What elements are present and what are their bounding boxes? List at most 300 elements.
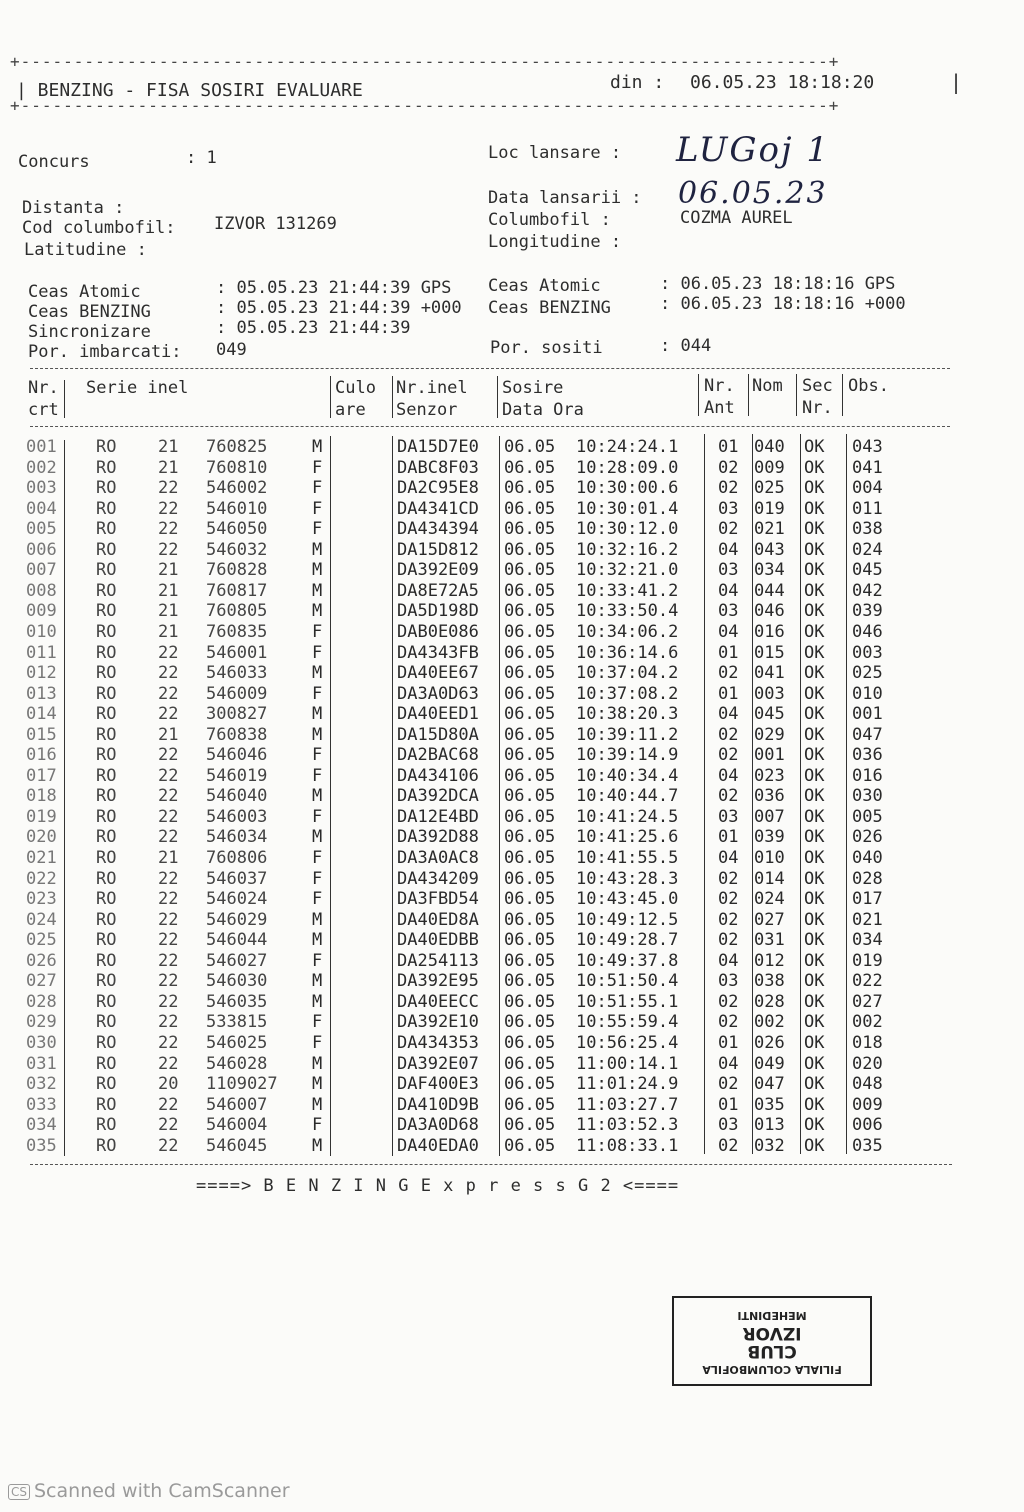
col-culoare-2: are — [335, 400, 366, 420]
row-sex: F — [312, 950, 323, 971]
row-year: 22 — [158, 868, 179, 889]
row-sec: OK — [804, 478, 825, 499]
row-country: RO — [96, 889, 117, 910]
row-ant: 01 — [718, 1094, 739, 1115]
row-year: 22 — [158, 478, 179, 499]
row-ring: 760825 — [206, 437, 268, 457]
row-year: 21 — [158, 437, 179, 457]
row-nom: 031 — [754, 930, 785, 951]
header-date-value: 06.05.23 18:18:20 — [690, 72, 875, 93]
row-country: RO — [96, 1135, 117, 1156]
table-top-border — [30, 368, 950, 369]
row-ring: 546027 — [206, 950, 268, 971]
scanner-text: Scanned with CamScanner — [34, 1480, 290, 1502]
row-sex: M — [312, 991, 323, 1012]
row-year: 22 — [158, 519, 179, 540]
row-time: 10:51:55.1 — [576, 991, 679, 1012]
row-date: 06.05 — [504, 1074, 556, 1095]
row-sensor: DA2C95E8 — [397, 478, 479, 499]
row-ring: 546034 — [206, 827, 268, 848]
row-date: 06.05 — [504, 745, 556, 766]
col-sec-1: Sec — [802, 376, 833, 396]
row-country: RO — [96, 1012, 117, 1033]
col-obs: Obs. — [848, 376, 889, 396]
row-ant: 02 — [718, 909, 739, 930]
row-nom: 026 — [754, 1032, 785, 1053]
row-country: RO — [96, 437, 117, 457]
row-sec: OK — [804, 1012, 825, 1033]
row-time: 11:03:52.3 — [576, 1115, 679, 1136]
row-sec: OK — [804, 437, 825, 457]
row-sensor: DA8E72A5 — [397, 580, 479, 601]
row-sec: OK — [804, 765, 825, 786]
table-row — [0, 499, 1024, 520]
row-ant: 02 — [718, 663, 739, 684]
row-ring: 546035 — [206, 991, 268, 1012]
cod-columbofil-label: Cod columbofil: — [22, 218, 176, 238]
row-obs: 002 — [852, 1012, 883, 1033]
row-sex: M — [312, 704, 323, 725]
vline-sec-head — [796, 374, 797, 416]
row-country: RO — [96, 498, 117, 519]
row-sec: OK — [804, 539, 825, 560]
row-time: 10:34:06.2 — [576, 621, 679, 642]
table-row — [0, 786, 1024, 807]
ceas-benzing-right-value: : 06.05.23 18:18:16 +000 — [660, 294, 906, 314]
row-time: 10:41:25.6 — [576, 827, 679, 848]
row-ant: 01 — [718, 642, 739, 663]
row-sensor: DAF400E3 — [397, 1074, 479, 1095]
table-row — [0, 992, 1024, 1013]
row-nr: 023 — [26, 889, 57, 910]
table-row — [0, 684, 1024, 705]
row-country: RO — [96, 868, 117, 889]
club-stamp — [672, 1296, 872, 1386]
table-row — [0, 519, 1024, 540]
row-ant: 04 — [718, 1053, 739, 1074]
row-country: RO — [96, 1115, 117, 1136]
row-nr: 020 — [26, 827, 57, 848]
row-nr: 005 — [26, 519, 57, 540]
row-nr: 024 — [26, 909, 57, 930]
row-nom: 012 — [754, 950, 785, 971]
row-ant: 04 — [718, 621, 739, 642]
row-nom: 041 — [754, 663, 785, 684]
row-obs: 010 — [852, 683, 883, 704]
row-ring: 546007 — [206, 1094, 268, 1115]
row-year: 22 — [158, 765, 179, 786]
vline-ant-head — [698, 374, 699, 416]
row-country: RO — [96, 971, 117, 992]
row-time: 10:30:00.6 — [576, 478, 679, 499]
row-date: 06.05 — [504, 1032, 556, 1053]
row-ring: 546033 — [206, 663, 268, 684]
row-nom: 003 — [754, 683, 785, 704]
table-row — [0, 704, 1024, 725]
row-nr: 006 — [26, 539, 57, 560]
row-date: 06.05 — [504, 580, 556, 601]
row-date: 06.05 — [504, 950, 556, 971]
row-sex: F — [312, 1115, 323, 1136]
row-sec: OK — [804, 868, 825, 889]
row-date: 06.05 — [504, 991, 556, 1012]
columbofil-value: COZMA AUREL — [680, 208, 793, 228]
row-sensor: DA40EE67 — [397, 663, 479, 684]
row-obs: 017 — [852, 889, 883, 910]
row-nom: 024 — [754, 889, 785, 910]
row-time: 11:01:24.9 — [576, 1074, 679, 1095]
row-year: 22 — [158, 971, 179, 992]
row-year: 22 — [158, 1115, 179, 1136]
row-nr: 011 — [26, 642, 57, 663]
row-country: RO — [96, 1053, 117, 1074]
row-time: 10:49:12.5 — [576, 909, 679, 930]
row-time: 11:03:27.7 — [576, 1094, 679, 1115]
row-obs: 046 — [852, 621, 883, 642]
row-year: 22 — [158, 991, 179, 1012]
row-sensor: DA392DCA — [397, 786, 479, 807]
row-nom: 015 — [754, 642, 785, 663]
row-sec: OK — [804, 580, 825, 601]
table-row — [0, 437, 1024, 458]
row-nom: 001 — [754, 745, 785, 766]
row-time: 10:36:14.6 — [576, 642, 679, 663]
row-ring: 760838 — [206, 724, 268, 745]
table-row — [0, 663, 1024, 684]
row-sensor: DA392E10 — [397, 1012, 479, 1033]
row-sec: OK — [804, 621, 825, 642]
row-time: 10:38:20.3 — [576, 704, 679, 725]
row-ring: 546050 — [206, 519, 268, 540]
col-culoare-1: Culo — [335, 378, 376, 398]
row-sec: OK — [804, 806, 825, 827]
row-sex: F — [312, 745, 323, 766]
latitudine-label: Latitudine : — [24, 240, 147, 260]
row-time: 10:56:25.4 — [576, 1032, 679, 1053]
row-sec: OK — [804, 519, 825, 540]
row-sex: F — [312, 478, 323, 499]
row-country: RO — [96, 704, 117, 725]
row-nom: 046 — [754, 601, 785, 622]
row-sex: M — [312, 663, 323, 684]
row-sec: OK — [804, 786, 825, 807]
row-time: 10:49:28.7 — [576, 930, 679, 951]
row-country: RO — [96, 663, 117, 684]
row-sex: F — [312, 889, 323, 910]
row-year: 22 — [158, 1012, 179, 1033]
row-sex: M — [312, 909, 323, 930]
row-sec: OK — [804, 457, 825, 478]
row-sex: F — [312, 806, 323, 827]
ceas-benzing-left-label: Ceas BENZING — [28, 302, 151, 322]
row-year: 22 — [158, 1032, 179, 1053]
row-ant: 02 — [718, 478, 739, 499]
row-sec: OK — [804, 642, 825, 663]
table-row — [0, 1136, 1024, 1157]
table-row — [0, 827, 1024, 848]
row-ant: 04 — [718, 848, 739, 868]
row-country: RO — [96, 519, 117, 540]
scanner-watermark — [8, 1480, 290, 1502]
row-country: RO — [96, 621, 117, 642]
table-row — [0, 848, 1024, 869]
row-date: 06.05 — [504, 806, 556, 827]
row-nr: 008 — [26, 580, 57, 601]
row-nr: 025 — [26, 930, 57, 951]
vline-nom-head — [748, 374, 749, 416]
row-ring: 300827 — [206, 704, 268, 725]
row-year: 22 — [158, 1094, 179, 1115]
row-sensor: DA4343FB — [397, 642, 479, 663]
row-nr: 010 — [26, 621, 57, 642]
row-country: RO — [96, 1094, 117, 1115]
row-obs: 045 — [852, 560, 883, 581]
row-date: 06.05 — [504, 498, 556, 519]
row-date: 06.05 — [504, 930, 556, 951]
row-sex: M — [312, 1053, 323, 1074]
row-sex: M — [312, 971, 323, 992]
row-ring: 546009 — [206, 683, 268, 704]
row-nom: 032 — [754, 1135, 785, 1156]
row-time: 10:41:24.5 — [576, 806, 679, 827]
row-time: 10:30:01.4 — [576, 498, 679, 519]
row-time: 10:51:50.4 — [576, 971, 679, 992]
row-obs: 004 — [852, 478, 883, 499]
row-nom: 040 — [754, 437, 785, 457]
row-ant: 04 — [718, 539, 739, 560]
row-sensor: DA254113 — [397, 950, 479, 971]
col-nr-label-2: crt — [28, 400, 59, 420]
table-row — [0, 581, 1024, 602]
row-sec: OK — [804, 745, 825, 766]
row-obs: 006 — [852, 1115, 883, 1136]
row-nom: 019 — [754, 498, 785, 519]
row-ant: 01 — [718, 1032, 739, 1053]
row-date: 06.05 — [504, 971, 556, 992]
row-date: 06.05 — [504, 1094, 556, 1115]
row-country: RO — [96, 1074, 117, 1095]
row-ring: 546024 — [206, 889, 268, 910]
row-sec: OK — [804, 601, 825, 622]
row-ring: 546029 — [206, 909, 268, 930]
row-sec: OK — [804, 889, 825, 910]
row-ant: 03 — [718, 601, 739, 622]
row-obs: 024 — [852, 539, 883, 560]
row-obs: 016 — [852, 765, 883, 786]
row-sex: M — [312, 580, 323, 601]
table-bottom-border — [30, 1164, 952, 1165]
row-obs: 025 — [852, 663, 883, 684]
row-country: RO — [96, 745, 117, 766]
row-ring: 546032 — [206, 539, 268, 560]
row-country: RO — [96, 478, 117, 499]
row-country: RO — [96, 539, 117, 560]
row-sec: OK — [804, 1094, 825, 1115]
row-nom: 036 — [754, 786, 785, 807]
table-row — [0, 910, 1024, 931]
row-country: RO — [96, 950, 117, 971]
row-year: 21 — [158, 848, 179, 868]
row-sensor: DA392E95 — [397, 971, 479, 992]
row-ring: 760810 — [206, 457, 268, 478]
row-date: 06.05 — [504, 1053, 556, 1074]
row-sensor: DA434106 — [397, 765, 479, 786]
row-nom: 045 — [754, 704, 785, 725]
row-date: 06.05 — [504, 621, 556, 642]
row-nom: 016 — [754, 621, 785, 642]
row-ring: 546028 — [206, 1053, 268, 1074]
row-sex: M — [312, 560, 323, 581]
row-year: 22 — [158, 827, 179, 848]
row-nom: 043 — [754, 539, 785, 560]
row-ring: 760817 — [206, 580, 268, 601]
row-year: 21 — [158, 560, 179, 581]
row-ring: 546003 — [206, 806, 268, 827]
table-row — [0, 1033, 1024, 1054]
table-row — [0, 930, 1024, 951]
row-nr: 028 — [26, 991, 57, 1012]
row-year: 21 — [158, 601, 179, 622]
row-sensor: DA40EED1 — [397, 704, 479, 725]
row-time: 10:32:21.0 — [576, 560, 679, 581]
row-date: 06.05 — [504, 560, 556, 581]
row-year: 22 — [158, 683, 179, 704]
row-obs: 042 — [852, 580, 883, 601]
row-sex: F — [312, 765, 323, 786]
row-ant: 01 — [718, 437, 739, 457]
header-top-border: +----------------------------------------------------------------------------+ — [10, 52, 840, 71]
col-nr-ant-2: Ant — [704, 398, 735, 418]
row-obs: 041 — [852, 457, 883, 478]
row-obs: 011 — [852, 498, 883, 519]
row-nr: 007 — [26, 560, 57, 581]
por-sositi-value: : 044 — [660, 336, 712, 356]
row-obs: 028 — [852, 868, 883, 889]
row-nr: 032 — [26, 1074, 57, 1095]
row-country: RO — [96, 580, 117, 601]
table-row — [0, 889, 1024, 910]
row-sec: OK — [804, 971, 825, 992]
row-time: 10:28:09.0 — [576, 457, 679, 478]
row-country: RO — [96, 930, 117, 951]
row-ant: 04 — [718, 765, 739, 786]
row-obs: 026 — [852, 827, 883, 848]
row-time: 10:33:50.4 — [576, 601, 679, 622]
row-time: 10:37:08.2 — [576, 683, 679, 704]
row-sex: M — [312, 786, 323, 807]
row-nr: 022 — [26, 868, 57, 889]
row-nom: 028 — [754, 991, 785, 1012]
row-nr: 026 — [26, 950, 57, 971]
por-imbarcati-value: 049 — [216, 340, 247, 360]
row-obs: 034 — [852, 930, 883, 951]
row-sex: F — [312, 1012, 323, 1033]
row-country: RO — [96, 827, 117, 848]
row-ant: 01 — [718, 683, 739, 704]
row-nr: 030 — [26, 1032, 57, 1053]
row-nr: 014 — [26, 704, 57, 725]
row-year: 22 — [158, 950, 179, 971]
row-sec: OK — [804, 848, 825, 868]
row-time: 10:24:24.1 — [576, 437, 679, 457]
row-nr: 018 — [26, 786, 57, 807]
row-sensor: DA392D88 — [397, 827, 479, 848]
ceas-benzing-right-label: Ceas BENZING — [488, 298, 611, 318]
columbofil-label: Columbofil : — [488, 210, 611, 230]
por-sositi-label: Por. sositi — [490, 338, 603, 358]
row-country: RO — [96, 909, 117, 930]
row-date: 06.05 — [504, 601, 556, 622]
row-sensor: DA5D198D — [397, 601, 479, 622]
row-ring: 760806 — [206, 848, 268, 868]
row-sex: F — [312, 457, 323, 478]
row-date: 06.05 — [504, 663, 556, 684]
row-year: 22 — [158, 663, 179, 684]
row-nom: 007 — [754, 806, 785, 827]
row-year: 22 — [158, 1135, 179, 1156]
row-nr: 015 — [26, 724, 57, 745]
row-ring: 546001 — [206, 642, 268, 663]
row-nr: 012 — [26, 663, 57, 684]
row-date: 06.05 — [504, 539, 556, 560]
cod-columbofil-value: IZVOR 131269 — [214, 214, 337, 234]
row-ring: 546044 — [206, 930, 268, 951]
row-sex: M — [312, 437, 323, 457]
row-obs: 003 — [852, 642, 883, 663]
row-nom: 023 — [754, 765, 785, 786]
table-row — [0, 807, 1024, 828]
ceas-atomic-left-label: Ceas Atomic — [28, 282, 141, 302]
row-sex: M — [312, 539, 323, 560]
row-nr: 002 — [26, 457, 57, 478]
col-nr-label-1: Nr. — [28, 378, 59, 398]
row-time: 10:33:41.2 — [576, 580, 679, 601]
row-time: 10:40:34.4 — [576, 765, 679, 786]
row-year: 22 — [158, 889, 179, 910]
stamp-line-2: CLUB — [747, 1341, 797, 1361]
ceas-atomic-right-label: Ceas Atomic — [488, 276, 601, 296]
row-country: RO — [96, 457, 117, 478]
row-sensor: DA3FBD54 — [397, 889, 479, 910]
row-nom: 027 — [754, 909, 785, 930]
row-nr: 034 — [26, 1115, 57, 1136]
row-country: RO — [96, 683, 117, 704]
row-sensor: DA3A0D68 — [397, 1115, 479, 1136]
vline-obs-head — [842, 374, 843, 416]
vline-sosire-head — [497, 376, 498, 418]
row-country: RO — [96, 642, 117, 663]
concurs-value: : 1 — [186, 148, 217, 168]
camscanner-icon: CS — [8, 1484, 30, 1500]
table-row — [0, 540, 1024, 561]
row-ring: 760805 — [206, 601, 268, 622]
row-date: 06.05 — [504, 724, 556, 745]
row-sensor: DA434353 — [397, 1032, 479, 1053]
row-ring: 546037 — [206, 868, 268, 889]
row-nr: 021 — [26, 848, 57, 868]
ceas-atomic-left-value: : 05.05.23 21:44:39 GPS — [216, 278, 452, 298]
row-ant: 02 — [718, 889, 739, 910]
row-time: 10:30:12.0 — [576, 519, 679, 540]
row-sensor: DA40EECC — [397, 991, 479, 1012]
row-year: 22 — [158, 909, 179, 930]
row-nom: 039 — [754, 827, 785, 848]
row-ant: 04 — [718, 704, 739, 725]
row-year: 22 — [158, 930, 179, 951]
row-ant: 04 — [718, 950, 739, 971]
row-obs: 030 — [852, 786, 883, 807]
vline-inel-head — [392, 376, 393, 418]
